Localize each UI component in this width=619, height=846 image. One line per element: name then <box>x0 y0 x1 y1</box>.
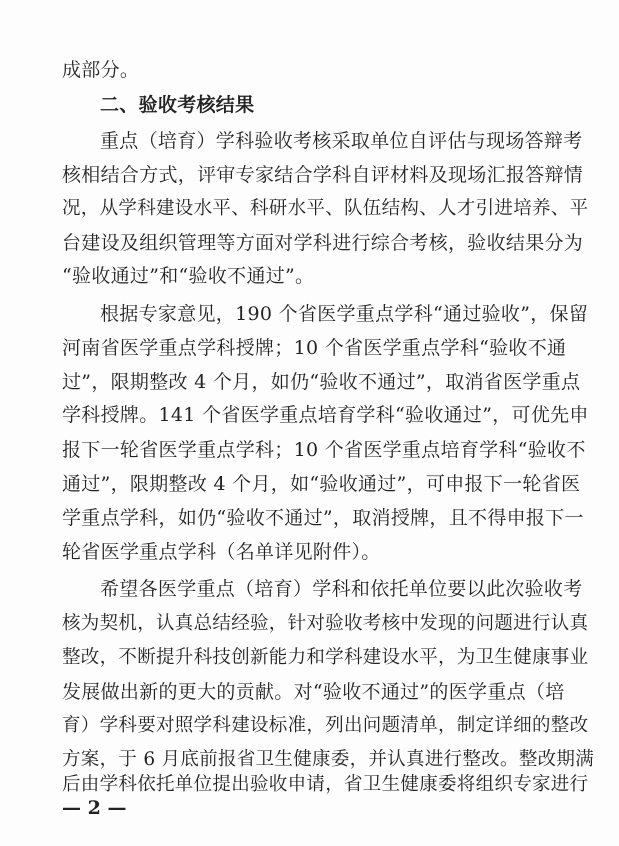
text-line: 希望各医学重点（培育）学科和依托单位要以此次验收考 <box>100 578 583 600</box>
text-line: 成部分。 <box>62 59 140 81</box>
text-line: 重点（培育）学科验收考核采取单位自评估与现场答辩考 <box>100 130 583 152</box>
page-number: — 2 — <box>62 797 127 819</box>
section-heading: 二、验收考核结果 <box>100 94 255 116</box>
text-line: 轮省医学重点学科（名单详见附件）。 <box>62 541 381 563</box>
text-line: 核相结合方式，评审专家结合学科自评材料及现场汇报答辩情 <box>62 164 584 186</box>
text-line: 后由学科依托单位提出验收申请，省卫生健康委将组织专家进行 <box>62 774 589 795</box>
text-line: 整改，不断提升科技创新能力和学科建设水平，为卫生健康事业 <box>62 647 589 668</box>
text-line: 育）学科要对照学科建设标准，列出问题清单，制定详细的整改 <box>62 715 589 736</box>
text-line: “验收通过”和“验收不通过”。 <box>62 265 315 287</box>
text-line: 方案，于 6 月底前报省卫生健康委，并认真进行整改。整改期满 <box>62 749 595 770</box>
text-line: 学重点学科，如仍“验收不通过”，取消授牌，且不得申报下一 <box>62 507 584 529</box>
text-line: 况，从学科建设水平、科研水平、队伍结构、人才引进培养、平 <box>62 198 589 219</box>
text-line: 报下一轮省医学重点学科；10 个省医学重点培育学科“验收不 <box>62 439 586 461</box>
text-line: 发展做出新的更大的贡献。对“验收不通过”的医学重点（培 <box>62 681 565 703</box>
text-line: 台建设及组织管理等方面对学科进行综合考核，验收结果分为 <box>62 232 584 254</box>
text-line: 过”，限期整改 4 个月，如仍“验收不通过”，取消省医学重点 <box>62 371 581 393</box>
text-line: 学科授牌。141 个省医学重点培育学科“验收通过”，可优先申 <box>62 404 589 426</box>
text-line: 通过”，限期整改 4 个月，如“验收通过”，可申报下一轮省医 <box>62 473 581 495</box>
text-line: 核为契机，认真总结经验，针对验收考核中发现的问题进行认真 <box>62 613 589 634</box>
text-line: 根据专家意见，190 个省医学重点学科“通过验收”，保留 <box>100 303 589 325</box>
text-line: 河南省医学重点学科授牌；10 个省医学重点学科“验收不通 <box>62 337 567 359</box>
